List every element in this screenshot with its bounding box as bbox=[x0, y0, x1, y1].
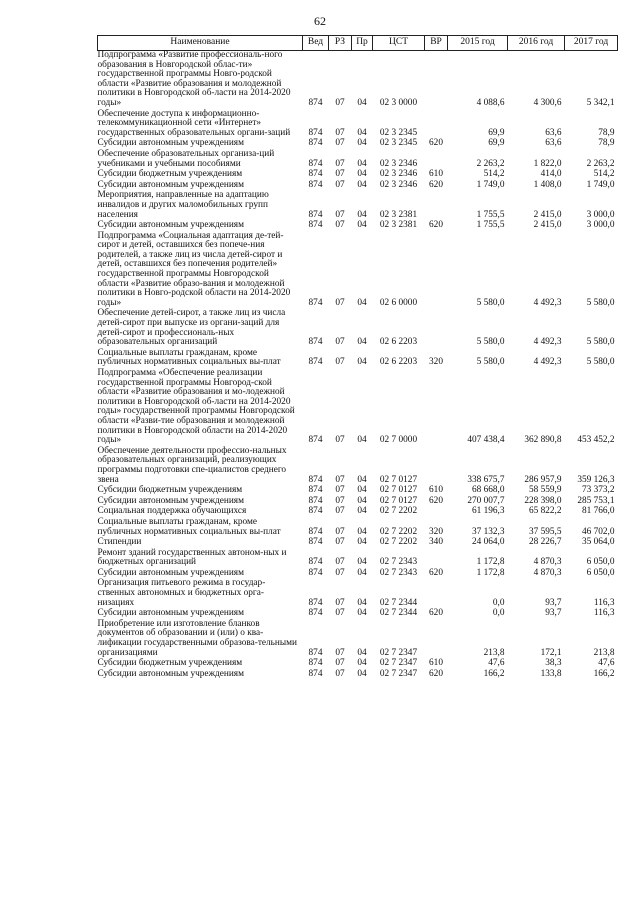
table-row bbox=[98, 620, 618, 659]
cell-2015: 47,6 bbox=[488, 658, 505, 669]
cell-ved: 874 bbox=[308, 557, 323, 568]
cell-vr bbox=[425, 309, 448, 348]
cell-ved: 874 bbox=[308, 647, 323, 658]
cell-pr: 04 bbox=[357, 209, 367, 220]
cell-2015: 0,0 bbox=[492, 608, 505, 619]
cell-rz: 07 bbox=[335, 567, 345, 578]
cell-vr bbox=[425, 150, 448, 170]
cell-2016: 172,1 bbox=[540, 647, 562, 658]
cell-vr: 610 bbox=[429, 485, 443, 496]
cell-pr: 04 bbox=[357, 357, 367, 368]
cell-2015: 514,2 bbox=[483, 169, 505, 180]
cell-2016: 63,6 bbox=[545, 138, 562, 149]
cell-2017: 514,2 bbox=[593, 169, 615, 180]
cell-ved: 874 bbox=[308, 179, 323, 190]
cell-2016: 4 870,3 bbox=[533, 567, 562, 578]
cell-pr: 04 bbox=[357, 435, 367, 446]
cell-pr: 04 bbox=[357, 658, 367, 669]
cell-ved: 874 bbox=[308, 220, 323, 231]
cell-name: Субсидии автономным учреждениям bbox=[97, 138, 244, 149]
cell-2015: 1 172,8 bbox=[476, 567, 505, 578]
cell-rz: 07 bbox=[335, 138, 345, 149]
cell-2015: 338 675,7 bbox=[467, 474, 505, 485]
cell-name: Обеспечение образовательных организа-ций учебниками и учебными пособиями bbox=[97, 148, 275, 169]
cell-pr: 04 bbox=[357, 158, 367, 169]
header-cst: ЦСТ bbox=[373, 36, 425, 51]
cell-name: Организация питьевого режима в государ-ственных автономных и бюджетных орга-низациях bbox=[97, 578, 266, 608]
cell-vr: 610 bbox=[429, 169, 443, 180]
cell-rz: 07 bbox=[335, 337, 345, 348]
cell-pr: 04 bbox=[357, 337, 367, 348]
cell-name: Подпрограмма «Развитие профессиональ-ного образования в Новгородской облас-ти» государственной программы Новго-родской области «Развитие образования и молодежной политики в Новгородской об-ласти на 2014-2020 годы» bbox=[97, 50, 291, 108]
cell-name: Субсидии автономным учреждениям bbox=[97, 608, 244, 619]
cell-cst: 02 7 2347 bbox=[379, 658, 418, 669]
cell-name: Субсидии бюджетным учреждениям bbox=[97, 169, 243, 180]
table-row bbox=[98, 309, 618, 348]
cell-cst: 02 6 2203 bbox=[379, 337, 418, 348]
cell-2015: 5 580,0 bbox=[476, 357, 505, 368]
cell-ved: 874 bbox=[308, 127, 323, 138]
cell-name: Мероприятия, направленные на адаптацию инвалидов и других маломобильных групп населения bbox=[97, 190, 269, 220]
cell-pr: 04 bbox=[357, 179, 367, 190]
cell-2015: 37 132,3 bbox=[471, 526, 505, 537]
cell-ved: 874 bbox=[308, 537, 323, 548]
cell-vr bbox=[425, 620, 448, 659]
cell-cst: 02 3 2381 bbox=[379, 209, 418, 220]
cell-2016: 38,3 bbox=[545, 658, 562, 669]
header-pr: Пр bbox=[352, 36, 373, 51]
cell-ved: 874 bbox=[308, 357, 323, 368]
cell-cst: 02 3 2345 bbox=[379, 138, 418, 149]
cell-pr: 04 bbox=[357, 169, 367, 180]
cell-cst: 02 6 2203 bbox=[379, 357, 418, 368]
cell-2015: 68 668,0 bbox=[471, 485, 505, 496]
cell-name: Стипендии bbox=[97, 537, 142, 548]
cell-cst: 02 7 2343 bbox=[379, 567, 418, 578]
cell-2015: 2 263,2 bbox=[476, 158, 505, 169]
table-row bbox=[98, 549, 618, 569]
cell-2016: 28 226,7 bbox=[528, 537, 562, 548]
cell-vr: 620 bbox=[429, 567, 443, 578]
table-row bbox=[98, 349, 618, 369]
cell-ved: 874 bbox=[308, 435, 323, 446]
cell-vr: 620 bbox=[429, 668, 443, 679]
cell-vr: 620 bbox=[429, 138, 443, 149]
cell-ved: 874 bbox=[308, 337, 323, 348]
cell-vr: 620 bbox=[429, 220, 443, 231]
cell-ved: 874 bbox=[308, 567, 323, 578]
cell-vr bbox=[425, 579, 448, 609]
cell-cst: 02 3 2346 bbox=[379, 179, 418, 190]
cell-2016: 2 415,0 bbox=[533, 209, 562, 220]
cell-2016: 4 492,3 bbox=[533, 297, 562, 308]
cell-cst: 02 3 2381 bbox=[379, 220, 418, 231]
cell-pr: 04 bbox=[357, 506, 367, 517]
cell-2017: 3 000,0 bbox=[586, 209, 615, 220]
cell-2017: 5 580,0 bbox=[586, 357, 615, 368]
cell-vr bbox=[425, 232, 448, 310]
cell-2015: 69,9 bbox=[488, 138, 505, 149]
cell-rz: 07 bbox=[335, 435, 345, 446]
cell-rz: 07 bbox=[335, 357, 345, 368]
cell-cst: 02 7 0127 bbox=[379, 495, 418, 506]
cell-2015: 270 007,7 bbox=[467, 495, 505, 506]
cell-vr: 340 bbox=[429, 537, 443, 548]
cell-rz: 07 bbox=[335, 127, 345, 138]
table-row bbox=[98, 579, 618, 609]
cell-2016: 37 595,5 bbox=[528, 526, 562, 537]
cell-name: Субсидии автономным учреждениям bbox=[97, 495, 244, 506]
cell-2017: 46 702,0 bbox=[581, 526, 615, 537]
cell-cst: 02 7 2344 bbox=[379, 608, 418, 619]
cell-2016: 93,7 bbox=[545, 597, 562, 608]
cell-name: Социальная поддержка обучающихся bbox=[97, 506, 247, 517]
cell-pr: 04 bbox=[357, 537, 367, 548]
cell-rz: 07 bbox=[335, 179, 345, 190]
cell-vr bbox=[425, 549, 448, 569]
cell-2015: 24 064,0 bbox=[471, 537, 505, 548]
cell-2015: 213,8 bbox=[483, 647, 505, 658]
cell-2017: 81 766,0 bbox=[581, 506, 615, 517]
cell-rz: 07 bbox=[335, 647, 345, 658]
cell-cst: 02 7 0127 bbox=[379, 485, 418, 496]
cell-name: Обеспечение деятельности профессио-нальных образовательных организаций, реализующих программы подготовки спе-циалистов среднего звена bbox=[97, 445, 287, 485]
cell-2017: 73 373,2 bbox=[581, 485, 615, 496]
cell-vr: 620 bbox=[429, 495, 443, 506]
cell-ved: 874 bbox=[308, 526, 323, 537]
cell-cst: 02 7 2343 bbox=[379, 557, 418, 568]
cell-2016: 362 890,8 bbox=[524, 435, 562, 446]
cell-rz: 07 bbox=[335, 506, 345, 517]
cell-2017: 1 749,0 bbox=[586, 179, 615, 190]
cell-vr: 620 bbox=[429, 608, 443, 619]
table-row bbox=[98, 150, 618, 170]
cell-2016: 414,0 bbox=[540, 169, 562, 180]
table-row bbox=[98, 51, 618, 110]
cell-2015: 1 749,0 bbox=[476, 179, 505, 190]
cell-2015: 69,9 bbox=[488, 127, 505, 138]
cell-2017: 78,9 bbox=[598, 127, 615, 138]
cell-2016: 1 822,0 bbox=[533, 158, 562, 169]
cell-2016: 63,6 bbox=[545, 127, 562, 138]
cell-cst: 02 3 0000 bbox=[379, 97, 418, 108]
cell-2015: 1 755,5 bbox=[476, 220, 505, 231]
cell-name: Подпрограмма «Обеспечение реализации государственной программы Новгород-ской области «Развитие образования и мо-лодежной политики в Новгородской об-ласти на 2014-2020 годы» государственной программы Новгородской области «Разви-тие образования и молодежной политики в Новгородской области на 2014-2020 годы» bbox=[97, 368, 295, 446]
header-2016: 2016 год bbox=[508, 36, 565, 51]
cell-name: Субсидии автономным учреждениям bbox=[97, 567, 244, 578]
cell-2017: 2 263,2 bbox=[586, 158, 615, 169]
cell-2017: 3 000,0 bbox=[586, 220, 615, 231]
cell-2016: 93,7 bbox=[545, 608, 562, 619]
cell-cst: 02 7 2202 bbox=[379, 506, 418, 517]
cell-pr: 04 bbox=[357, 557, 367, 568]
cell-pr: 04 bbox=[357, 668, 367, 679]
cell-ved: 874 bbox=[308, 97, 323, 108]
cell-ved: 874 bbox=[308, 297, 323, 308]
cell-ved: 874 bbox=[308, 138, 323, 149]
cell-2015: 1 172,8 bbox=[476, 557, 505, 568]
cell-2016: 2 415,0 bbox=[533, 220, 562, 231]
cell-name: Обеспечение доступа к информационно-телекоммуникационной сети «Интернет» государственных образовательных органи-заций bbox=[97, 108, 291, 138]
table-body bbox=[98, 51, 618, 681]
cell-rz: 07 bbox=[335, 97, 345, 108]
cell-rz: 07 bbox=[335, 220, 345, 231]
cell-ved: 874 bbox=[308, 485, 323, 496]
table-row bbox=[98, 110, 618, 140]
cell-name: Субсидии автономным учреждениям bbox=[97, 179, 244, 190]
table-row bbox=[98, 191, 618, 221]
header-row bbox=[98, 36, 618, 51]
cell-pr: 04 bbox=[357, 495, 367, 506]
cell-pr: 04 bbox=[357, 220, 367, 231]
cell-ved: 874 bbox=[308, 597, 323, 608]
cell-vr: 320 bbox=[429, 526, 443, 537]
header-ved: Вед bbox=[303, 36, 329, 51]
cell-2017: 213,8 bbox=[593, 647, 615, 658]
cell-2015: 0,0 bbox=[492, 597, 505, 608]
cell-vr: 320 bbox=[429, 357, 443, 368]
cell-cst: 02 3 2345 bbox=[379, 127, 418, 138]
cell-2016: 65 822,2 bbox=[528, 506, 562, 517]
cell-vr bbox=[425, 51, 448, 110]
cell-2017: 78,9 bbox=[598, 138, 615, 149]
cell-vr: 620 bbox=[429, 179, 443, 190]
cell-2017: 6 050,0 bbox=[586, 567, 615, 578]
cell-cst: 02 6 0000 bbox=[379, 297, 418, 308]
cell-name: Подпрограмма «Социальная адаптация де-тей-сирот и детей, оставшихся без попече-ния родителей, а также лиц из числа детей-сирот и детей, оставшихся без попечения родителей» государственной программы Новгородской области «Развитие образо-вания и молодежной политики в Новго-родской области на 2014-2020 годы» bbox=[97, 230, 291, 308]
cell-pr: 04 bbox=[357, 297, 367, 308]
cell-2016: 1 408,0 bbox=[533, 179, 562, 190]
cell-2016: 133,8 bbox=[540, 668, 562, 679]
header-vr: ВР bbox=[425, 36, 448, 51]
cell-2017: 285 753,1 bbox=[577, 495, 615, 506]
cell-vr bbox=[425, 507, 448, 518]
cell-rz: 07 bbox=[335, 474, 345, 485]
cell-cst: 02 7 2347 bbox=[379, 668, 418, 679]
table-row bbox=[98, 232, 618, 310]
cell-2017: 453 452,2 bbox=[577, 435, 615, 446]
cell-pr: 04 bbox=[357, 567, 367, 578]
cell-ved: 874 bbox=[308, 474, 323, 485]
cell-vr bbox=[425, 191, 448, 221]
cell-rz: 07 bbox=[335, 557, 345, 568]
cell-rz: 07 bbox=[335, 608, 345, 619]
cell-vr bbox=[425, 369, 448, 447]
budget-table bbox=[97, 35, 618, 680]
cell-rz: 07 bbox=[335, 485, 345, 496]
cell-pr: 04 bbox=[357, 138, 367, 149]
cell-pr: 04 bbox=[357, 485, 367, 496]
cell-name: Обеспечение детей-сирот, а также лиц из числа детей-сирот при выпуске из органи-заций для детей-сирот и профессиональ-ных образовательных организаций bbox=[97, 308, 286, 348]
cell-pr: 04 bbox=[357, 647, 367, 658]
cell-rz: 07 bbox=[335, 169, 345, 180]
cell-2015: 5 580,0 bbox=[476, 297, 505, 308]
cell-pr: 04 bbox=[357, 474, 367, 485]
cell-2015: 4 088,6 bbox=[476, 97, 505, 108]
cell-2017: 5 580,0 bbox=[586, 297, 615, 308]
cell-2017: 5 342,1 bbox=[586, 97, 615, 108]
cell-rz: 07 bbox=[335, 658, 345, 669]
cell-rz: 07 bbox=[335, 668, 345, 679]
cell-2017: 5 580,0 bbox=[586, 337, 615, 348]
cell-cst: 02 3 2346 bbox=[379, 158, 418, 169]
cell-2017: 116,3 bbox=[593, 608, 615, 619]
cell-cst: 02 7 2344 bbox=[379, 597, 418, 608]
cell-2015: 407 438,4 bbox=[467, 435, 505, 446]
cell-2015: 61 196,3 bbox=[471, 506, 505, 517]
cell-ved: 874 bbox=[308, 658, 323, 669]
cell-2016: 58 559,9 bbox=[528, 485, 562, 496]
cell-2015: 1 755,5 bbox=[476, 209, 505, 220]
cell-pr: 04 bbox=[357, 608, 367, 619]
cell-rz: 07 bbox=[335, 297, 345, 308]
cell-cst: 02 7 2347 bbox=[379, 647, 418, 658]
cell-cst: 02 7 2202 bbox=[379, 537, 418, 548]
table-row bbox=[98, 518, 618, 538]
cell-pr: 04 bbox=[357, 597, 367, 608]
cell-ved: 874 bbox=[308, 608, 323, 619]
cell-cst: 02 7 2202 bbox=[379, 526, 418, 537]
cell-rz: 07 bbox=[335, 537, 345, 548]
cell-2015: 166,2 bbox=[483, 668, 505, 679]
cell-2017: 166,2 bbox=[593, 668, 615, 679]
cell-name: Субсидии бюджетным учреждениям bbox=[97, 658, 243, 669]
cell-2017: 116,3 bbox=[593, 597, 615, 608]
cell-rz: 07 bbox=[335, 158, 345, 169]
header-rz: РЗ bbox=[329, 36, 352, 51]
cell-name: Субсидии автономным учреждениям bbox=[97, 668, 244, 679]
cell-rz: 07 bbox=[335, 597, 345, 608]
cell-ved: 874 bbox=[308, 169, 323, 180]
cell-ved: 874 bbox=[308, 158, 323, 169]
cell-vr bbox=[425, 447, 448, 486]
cell-2016: 4 492,3 bbox=[533, 337, 562, 348]
cell-ved: 874 bbox=[308, 506, 323, 517]
cell-name: Социальные выплаты гражданам, кроме публичных нормативных социальных вы-плат bbox=[97, 516, 281, 537]
cell-rz: 07 bbox=[335, 495, 345, 506]
cell-rz: 07 bbox=[335, 526, 345, 537]
header-2017: 2017 год bbox=[565, 36, 618, 51]
cell-2016: 228 398,0 bbox=[524, 495, 562, 506]
table-row bbox=[98, 369, 618, 447]
cell-2017: 35 064,0 bbox=[581, 537, 615, 548]
cell-rz: 07 bbox=[335, 209, 345, 220]
cell-pr: 04 bbox=[357, 127, 367, 138]
cell-2016: 4 492,3 bbox=[533, 357, 562, 368]
cell-name: Ремонт зданий государственных автоном-ных и бюджетных организаций bbox=[97, 547, 287, 568]
cell-cst: 02 7 0127 bbox=[379, 474, 418, 485]
cell-pr: 04 bbox=[357, 97, 367, 108]
cell-2015: 5 580,0 bbox=[476, 337, 505, 348]
cell-cst: 02 3 2346 bbox=[379, 169, 418, 180]
cell-vr bbox=[425, 110, 448, 140]
header-2015: 2015 год bbox=[448, 36, 508, 51]
cell-cst: 02 7 0000 bbox=[379, 435, 418, 446]
table-row bbox=[98, 670, 618, 681]
header-name: Наименование bbox=[98, 36, 303, 51]
cell-name: Субсидии бюджетным учреждениям bbox=[97, 485, 243, 496]
cell-2017: 47,6 bbox=[598, 658, 615, 669]
cell-ved: 874 bbox=[308, 495, 323, 506]
cell-name: Субсидии автономным учреждениям bbox=[97, 220, 244, 231]
cell-name: Социальные выплаты гражданам, кроме публичных нормативных социальных вы-плат bbox=[97, 347, 281, 368]
cell-2016: 4 870,3 bbox=[533, 557, 562, 568]
cell-vr: 610 bbox=[429, 658, 443, 669]
page-number: 62 bbox=[314, 14, 326, 28]
cell-ved: 874 bbox=[308, 209, 323, 220]
cell-pr: 04 bbox=[357, 526, 367, 537]
table-row bbox=[98, 447, 618, 486]
cell-2017: 6 050,0 bbox=[586, 557, 615, 568]
cell-name: Приобретение или изготовление бланков документов об образовании и (или) о ква-лификации государственными образова-тельными организациями bbox=[97, 618, 297, 658]
cell-2017: 359 126,3 bbox=[577, 474, 615, 485]
cell-ved: 874 bbox=[308, 668, 323, 679]
cell-2016: 286 957,9 bbox=[524, 474, 562, 485]
cell-2016: 4 300,6 bbox=[533, 97, 562, 108]
